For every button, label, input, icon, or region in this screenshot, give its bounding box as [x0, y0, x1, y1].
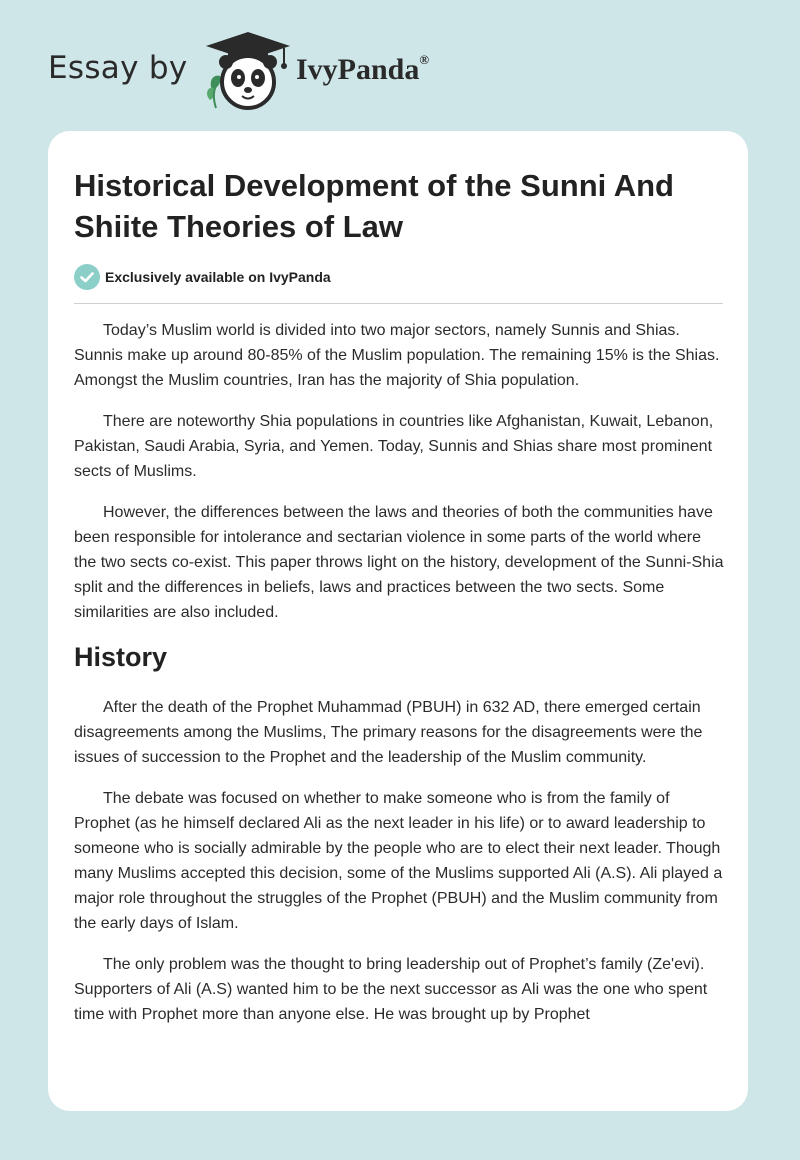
exclusive-badge	[74, 264, 331, 290]
paragraph: After the death of the Prophet Muhammad (PBUH) in 632 AD, there emerged certain disagreements among the Muslims, The primary reasons for the disagreements were the issues of succession to the Prophet and the leadership of the Muslim community.	[74, 699, 703, 766]
panda-logo-icon[interactable]	[198, 30, 298, 112]
check-circle-icon	[74, 264, 100, 290]
registered-mark: ®	[419, 52, 430, 67]
essay-card	[48, 131, 748, 1111]
paragraph: Today’s Muslim world is divided into two major sectors, namely Sunnis and Shias. Sunnis make up around 80-85% of the Muslim population. The remaining 15% is the Shias. Amongst the Muslim countries, Iran has the majority of Shia population.	[74, 322, 720, 389]
site-header	[0, 0, 800, 130]
paragraph: However, the differences between the laws and theories of both the communities have been responsible for intolerance and sectarian violence in some parts of the world where the two sects co-exist. This paper throws light on the history, development of the Sunni-Shia split and the differences in beliefs, laws and practices between the two sects. Some similarities are also included.	[74, 504, 724, 621]
page-title: Historical Development of the Sunni And Shiite Theories of Law	[74, 168, 674, 244]
divider	[74, 303, 723, 304]
paragraph: The debate was focused on whether to make someone who is from the family of Prophet (as he himself declared Ali as the next leader in his life) or to award leadership to someone who is socially admirable by the people who are to elect their next leader. Though many Muslims accepted this decision, some of the Muslims supported Ali (A.S). Ali played a major role throughout the struggles of the Prophet (PBUH) and the Muslim community from the early days of Islam.	[74, 790, 723, 932]
brand-name[interactable]: IvyPanda®	[296, 52, 430, 86]
essay-body	[74, 318, 724, 1043]
section-heading: History	[74, 642, 168, 672]
paragraph: The only problem was the thought to bring leadership out of Prophet’s family (Ze'evi). Supporters of Ali (A.S) wanted him to be the next successor as Ali was the one who spent time with Prophet more than anyone else. He was brought up by Prophet	[74, 956, 708, 1023]
paragraph: There are noteworthy Shia populations in countries like Afghanistan, Kuwait, Lebanon, Pakistan, Saudi Arabia, Syria, and Yemen. Today, Sunnis and Shias share most prominent sects of Muslims.	[74, 413, 714, 480]
exclusive-label: Exclusively available on IvyPanda	[105, 269, 331, 285]
essay-by-label: Essay by	[48, 50, 188, 86]
